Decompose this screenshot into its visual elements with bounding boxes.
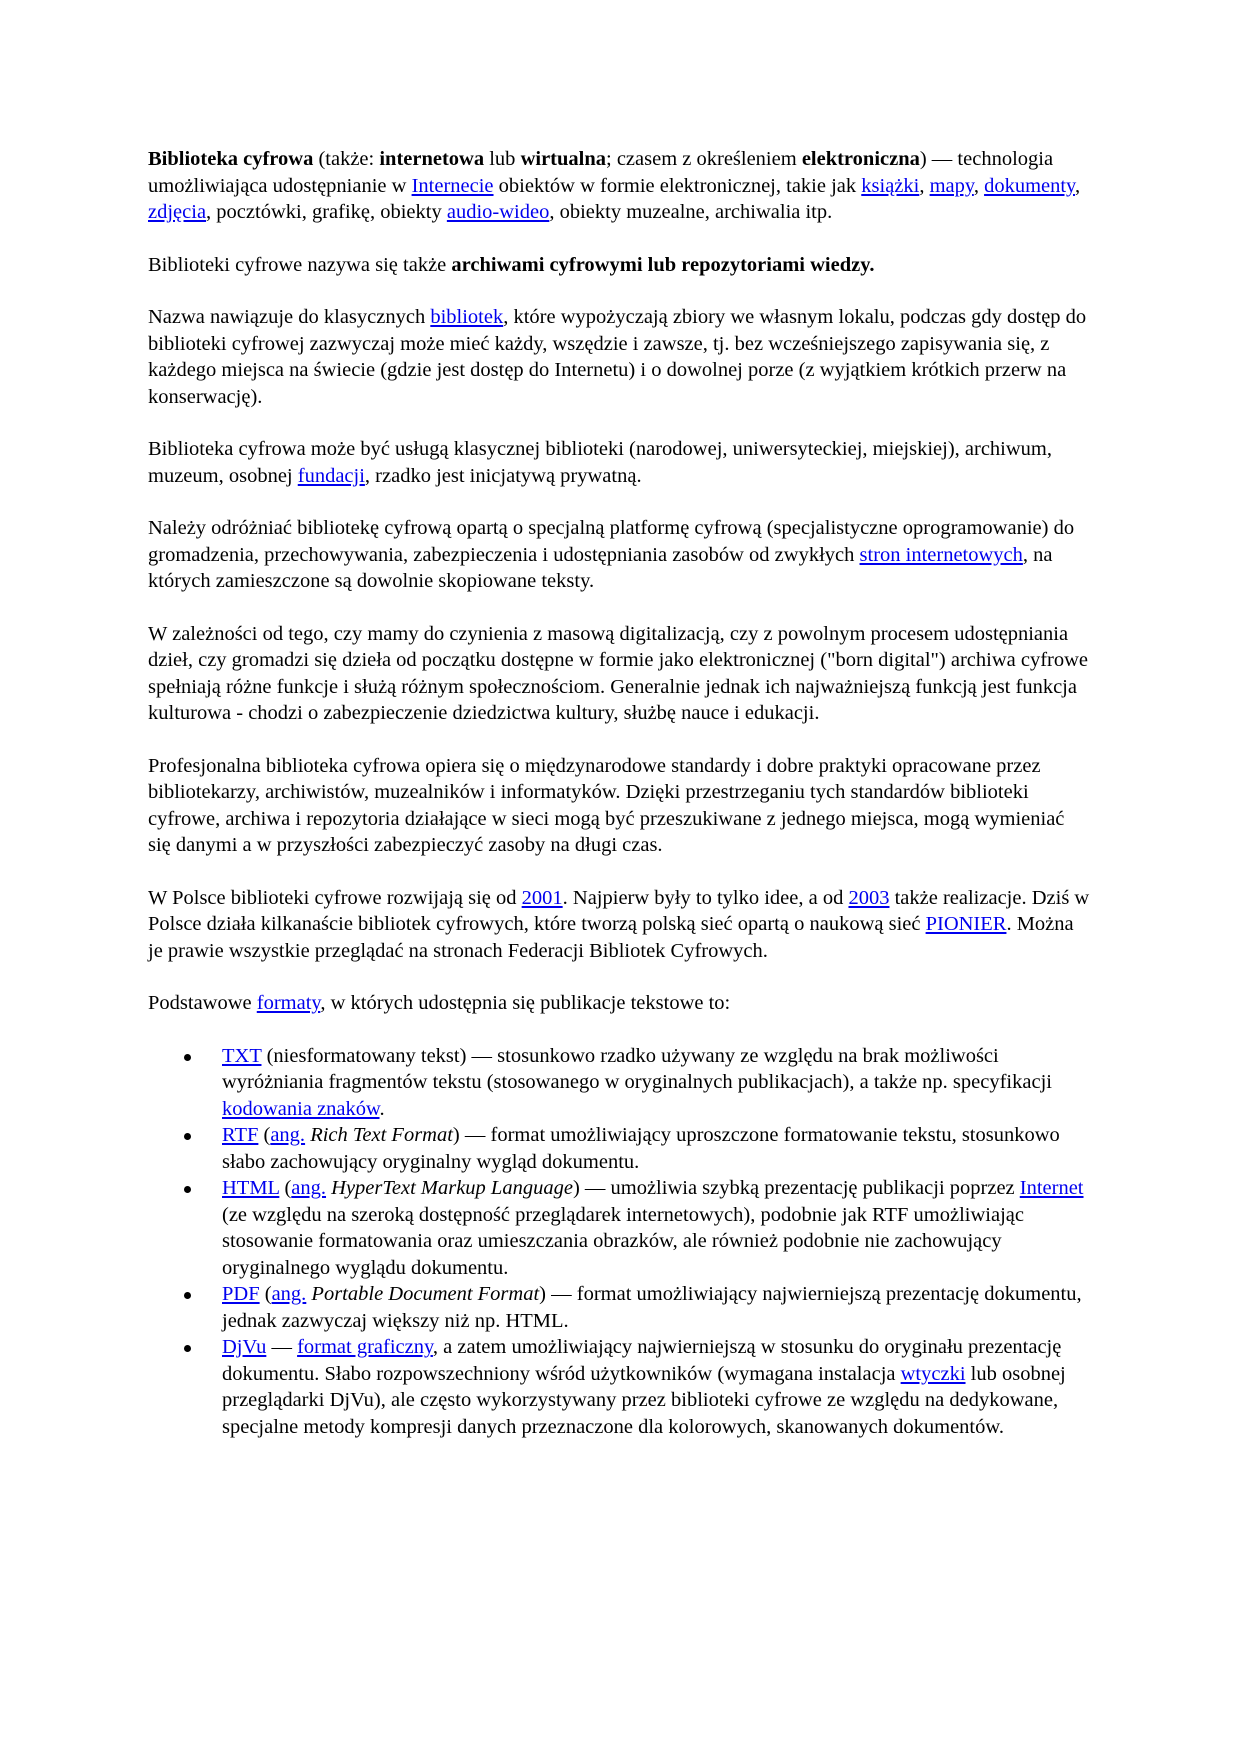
link-stron-internetowych[interactable]: stron internetowych bbox=[859, 543, 1023, 566]
list-item-djvu: DjVu — format graficzny, a zatem umożliwiający najwierniejszą w stosunku do oryginału prezentację dokumentu. Słabo rozpowszechniony wśród użytkowników (wymagana instalacja wtyczki lub osobnej przeglądarki DjVu), ale często wykorzystywany przez biblioteki cyfrowe ze względu na dedykowane, specjalne metody kompresji danych przeznaczone dla kolorowych, skanowanych dokumentów. bbox=[222, 1334, 1090, 1440]
link-pdf[interactable]: PDF bbox=[222, 1283, 260, 1305]
link-2001[interactable]: 2001 bbox=[521, 886, 563, 909]
bullet-icon bbox=[184, 1133, 191, 1140]
link-internecie[interactable]: Internecie bbox=[411, 174, 494, 197]
formats-list bbox=[148, 1043, 1090, 1441]
link-bibliotek[interactable]: bibliotek bbox=[430, 306, 504, 328]
link-ksiazki[interactable]: książki bbox=[861, 174, 920, 197]
link-formaty[interactable]: formaty bbox=[256, 992, 321, 1014]
link-ang[interactable]: ang. bbox=[270, 1124, 306, 1146]
distinction-paragraph: Należy odróżniać bibliotekę cyfrową opartą o specjalną platformę cyfrową (specjalistyczne oprogramowanie) do gromadzenia, przechowywania, zabezpieczenia i udostępniania zasobów od zwykłych stron internetowych, na których zamieszczone są dowolnie skopiowane teksty. bbox=[148, 517, 1075, 592]
term-wirtualna: wirtualna bbox=[520, 148, 606, 170]
list-item-pdf: PDF (ang. Portable Document Format) — format umożliwiający najwierniejszą prezentację dokumentu, jednak zazwyczaj większy niż np. HTML. bbox=[222, 1281, 1090, 1334]
link-2003[interactable]: 2003 bbox=[848, 886, 890, 909]
name-origin-paragraph: Nazwa nawiązuje do klasycznych bibliotek, które wypożyczają zbiory we własnym lokalu, podczas gdy dostęp do biblioteki cyfrowej zazwyczaj może mieć każdy, wszędzie i zawsze, tj. bez wcześniejszego zapisywania się, z każdego miejsca na świecie (gdzie jest dostęp do Internetu) i o dowolnej porze (z wyjątkiem krótkich przerw na konserwację). bbox=[148, 306, 1087, 408]
function-paragraph: W zależności od tego, czy mamy do czynienia z masową digitalizacją, czy z powolnym procesem udostępniania dzieł, czy gromadzi się dzieła od początku dostępne w formie jako elektronicznej ("born digital") archiwa cyfrowe spełniają różne funkcje i służą różnym społecznościom. Generalnie jednak ich najważniejszą funkcją jest funkcja kulturowa - chodzi o zabezpieczenie dziedzictwa kultury, służbę nauce i edukacji. bbox=[148, 622, 1088, 724]
format-fullname: HyperText Markup Language bbox=[331, 1177, 573, 1199]
link-zdjecia[interactable]: zdjęcia bbox=[148, 201, 207, 223]
link-html[interactable]: HTML bbox=[222, 1177, 280, 1199]
link-txt[interactable]: TXT bbox=[222, 1044, 262, 1067]
link-ang[interactable]: ang. bbox=[291, 1177, 327, 1199]
bullet-icon bbox=[184, 1186, 191, 1193]
link-pionier[interactable]: PIONIER bbox=[925, 913, 1007, 935]
link-djvu[interactable]: DjVu bbox=[222, 1336, 267, 1358]
poland-paragraph: W Polsce biblioteki cyfrowe rozwijają się od 2001. Najpierw były to tylko idee, a od 2003 także realizacje. Dziś w Polsce działa kilkanaście bibliotek cyfrowych, które tworzą polską sieć opartą o naukową sieć PIONIER. Można je prawie wszystkie przeglądać na stronach Federacji Bibliotek Cyfrowych. bbox=[148, 886, 1090, 962]
format-fullname: Portable Document Format bbox=[311, 1283, 540, 1305]
link-kodowania-znakow[interactable]: kodowania znaków bbox=[222, 1097, 380, 1120]
intro-paragraph: Biblioteka cyfrowa (także: internetowa lub wirtualna; czasem z określeniem elektroniczna) — technologia umożliwiająca udostępnianie w Internecie obiektów w formie elektronicznej, takie jak książki, mapy, dokumenty, zdjęcia, pocztówki, grafikę, obiekty audio-wideo, obiekty muzealne, archiwalia itp. bbox=[148, 148, 1081, 223]
bullet-icon bbox=[184, 1345, 191, 1352]
format-fullname: Rich Text Format bbox=[310, 1124, 453, 1146]
link-wtyczki[interactable]: wtyczki bbox=[900, 1362, 966, 1385]
link-fundacji[interactable]: fundacji bbox=[297, 464, 365, 487]
list-item-txt: TXT (niesformatowany tekst) — stosunkowo rzadko używany ze względu na brak możliwości wyróżniania fragmentów tekstu (stosowanego w oryginalnych publikacjach), a także np. specyfikacji kodowania znaków. bbox=[222, 1043, 1090, 1123]
link-internet[interactable]: Internet bbox=[1019, 1177, 1084, 1199]
formats-intro-paragraph: Podstawowe formaty, w których udostępnia się publikacje tekstowe to: bbox=[148, 992, 731, 1014]
bullet-icon bbox=[184, 1054, 191, 1061]
link-dokumenty[interactable]: dokumenty bbox=[984, 174, 1075, 197]
service-paragraph: Biblioteka cyfrowa może być usługą klasycznej biblioteki (narodowej, uniwersyteckiej, miejskiej), archiwum, muzeum, osobnej fundacji, rzadko jest inicjatywą prywatną. bbox=[148, 438, 1053, 487]
link-audio-wideo[interactable]: audio-wideo bbox=[446, 201, 550, 223]
term-archiwa-repozytoria: archiwami cyfrowymi lub repozytoriami wiedzy. bbox=[451, 253, 875, 276]
archives-paragraph: Biblioteki cyfrowe nazywa się także archiwami cyfrowymi lub repozytoriami wiedzy. bbox=[148, 253, 875, 276]
link-ang[interactable]: ang. bbox=[271, 1283, 307, 1305]
standards-paragraph: Profesjonalna biblioteka cyfrowa opiera się o międzynarodowe standardy i dobre praktyki opracowane przez bibliotekarzy, archiwistów, muzealników i informatyków. Dzięki przestrzeganiu tych standardów biblioteki cyfrowe, archiwa i repozytoria działające w sieci mogą być przeszukiwane z jednego miejsca, mogą wymieniać się danymi a w przyszłości zabezpieczyć zasoby na długi czas. bbox=[148, 754, 1065, 856]
list-item-html: HTML (ang. HyperText Markup Language) — umożliwia szybką prezentację publikacji poprzez Internet (ze względu na szeroką dostępność przeglądarek internetowych), podobnie jak RTF umożliwiając stosowanie formatowania oraz umieszczania obrazków, ale również podobnie nie zachowujący oryginalnego wyglądu dokumentu. bbox=[222, 1175, 1090, 1281]
link-format-graficzny[interactable]: format graficzny bbox=[297, 1336, 433, 1358]
term-internetowa: internetowa bbox=[379, 148, 485, 170]
term-biblioteka-cyfrowa: Biblioteka cyfrowa bbox=[148, 148, 314, 170]
bullet-icon bbox=[184, 1292, 191, 1299]
link-mapy[interactable]: mapy bbox=[929, 174, 974, 197]
term-elektroniczna: elektroniczna bbox=[801, 148, 920, 170]
link-rtf[interactable]: RTF bbox=[222, 1124, 259, 1146]
list-item-rtf: RTF (ang. Rich Text Format) — format umożliwiający uproszczone formatowanie tekstu, stosunkowo słabo zachowujący oryginalny wygląd dokumentu. bbox=[222, 1122, 1090, 1175]
